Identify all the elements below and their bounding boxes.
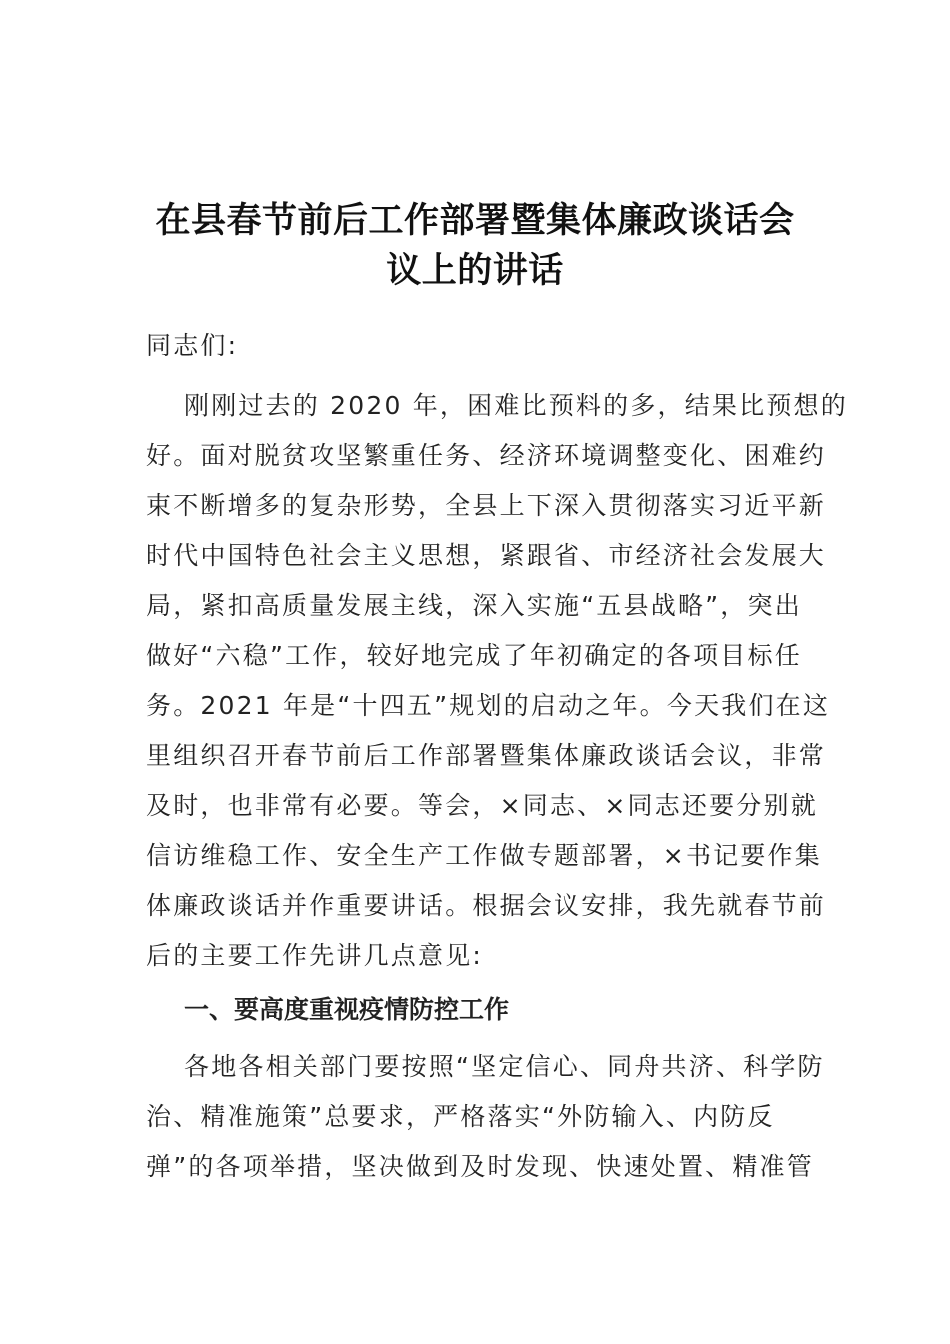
paragraph-line: 务。2021 年是“十四五”规划的启动之年。今天我们在这 — [146, 691, 831, 720]
paragraph-line: 体廉政谈话并作重要讲话。根据会议安排，我先就春节前 — [146, 891, 827, 920]
paragraph-line: 刚刚过去的 2020 年，困难比预料的多，结果比预想的 — [184, 391, 848, 420]
paragraph-line: 时代中国特色社会主义思想，紧跟省、市经济社会发展大 — [146, 541, 827, 570]
paragraph-line: 后的主要工作先讲几点意见: — [146, 941, 484, 970]
paragraph-section-1 — [146, 1042, 825, 1192]
paragraph-line: 局，紧扣高质量发展主线，深入实施“五县战略”，突出 — [146, 591, 802, 620]
paragraph-line: 好。面对脱贫攻坚繁重任务、经济环境调整变化、困难约 — [146, 441, 827, 470]
paragraph-line: 弹”的各项举措，坚决做到及时发现、快速处置、精准管 — [146, 1152, 814, 1181]
paragraph-line: 各地各相关部门要按照“坚定信心、同舟共济、科学防 — [184, 1052, 825, 1081]
section-heading-1: 一、要高度重视疫情防控工作 — [184, 995, 510, 1024]
greeting-text: 同志们: — [146, 331, 239, 360]
greeting — [146, 321, 806, 371]
paragraph-line: 束不断增多的复杂形势，全县上下深入贯彻落实习近平新 — [146, 491, 827, 520]
paragraph-line: 治、精准施策”总要求，严格落实“外防输入、内防反 — [146, 1102, 775, 1131]
paragraph-intro — [146, 381, 848, 981]
title-line-1: 在县春节前后工作部署暨集体廉政谈话会 — [155, 200, 795, 241]
paragraph-line: 信访维稳工作、安全生产工作做专题部署，×书记要作集 — [146, 841, 822, 870]
paragraph-line: 做好“六稳”工作，较好地完成了年初确定的各项目标任 — [146, 641, 802, 670]
document-title — [130, 196, 820, 296]
title-line-2: 议上的讲话 — [386, 250, 564, 291]
paragraph-line: 及时，也非常有必要。等会，×同志、×同志还要分别就 — [146, 791, 818, 820]
paragraph-line: 里组织召开春节前后工作部署暨集体廉政谈话会议，非常 — [146, 741, 827, 770]
